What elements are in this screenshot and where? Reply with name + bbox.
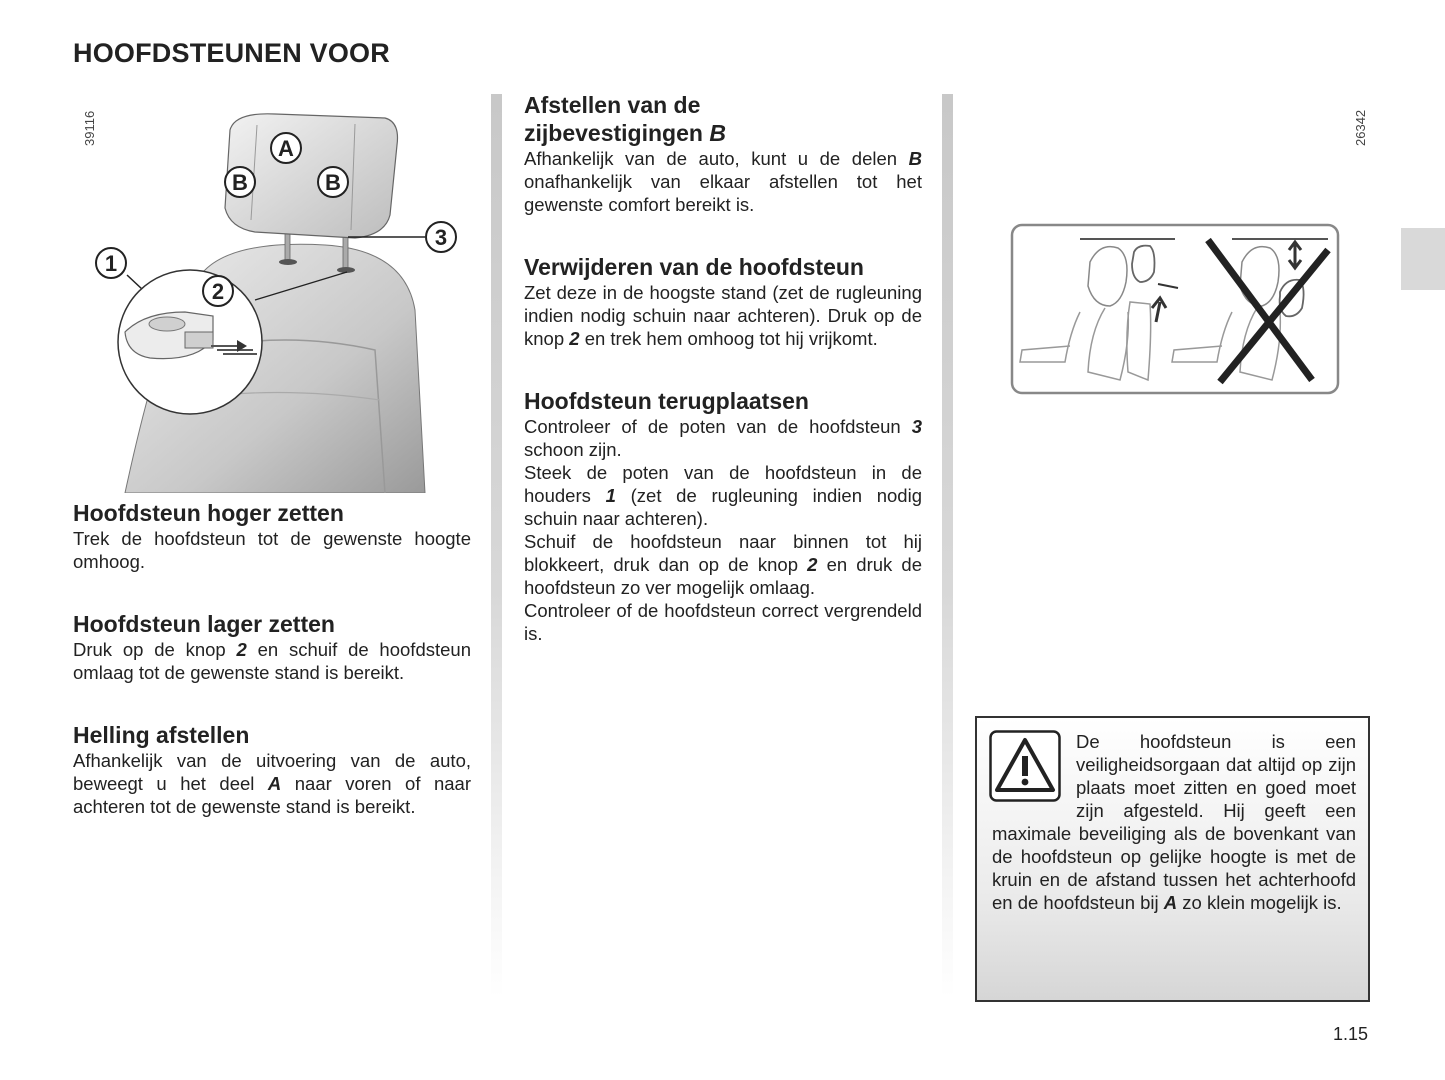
section-paragraph: Steek de poten van de hoofdsteun in de houders 1 (zet de rugleuning indien nodig schuin naar achteren). <box>524 462 922 529</box>
headrest-seat-illustration <box>85 100 480 493</box>
section-body: Druk op de knop 2 en schuif de hoofdsteun omlaag tot de gewenste stand is bereikt. <box>73 639 471 683</box>
figure-code-right: 26342 <box>1353 109 1368 146</box>
headrest-position-illustration <box>1010 222 1342 396</box>
left-column <box>73 499 471 818</box>
section-body: Afhankelijk van de auto, kunt u de delen B onafhankelijk van elkaar afstellen tot het gewenste comfort bereikt is. <box>524 148 922 215</box>
page-number: 1.15 <box>1333 1024 1369 1044</box>
figure-code-left: 39116 <box>82 110 97 146</box>
section-side-adjust <box>524 91 922 216</box>
callout-b-right <box>318 167 348 197</box>
section-body: Afhankelijk van de uitvoering van de auto, beweegt u het deel A naar voren of naar achteren tot de gewenste stand is bereikt. <box>73 750 471 817</box>
warning-box <box>975 716 1370 1002</box>
section-paragraph: Schuif de hoofdsteun naar binnen tot hij blokkeert, druk dan op de knop 2 en druk de hoofdsteun zo ver mogelijk omlaag. <box>524 531 922 598</box>
section-heading: Helling afstellen <box>73 722 250 748</box>
section-heading: Hoofdsteun lager zetten <box>73 611 335 637</box>
column-divider-right <box>942 94 953 998</box>
page-title: HOOFDSTEUNEN VOOR <box>73 38 390 68</box>
section-paragraph: Controleer of de hoofdsteun correct vergrendeld is. <box>524 600 922 644</box>
middle-column <box>524 91 922 645</box>
section-heading: Verwijderen van de hoofdsteun <box>524 254 864 280</box>
svg-text:3: 3 <box>434 225 448 250</box>
section-heading: Hoofdsteun terugplaatsen <box>524 388 809 414</box>
callout-1 <box>96 248 126 278</box>
callout-2 <box>203 276 233 306</box>
section-raise-headrest <box>73 499 471 573</box>
svg-text:B: B <box>325 170 341 195</box>
svg-text:A: A <box>278 136 294 161</box>
callout-b-left <box>225 167 255 197</box>
callout-a <box>271 133 301 163</box>
section-remove-headrest <box>524 253 922 350</box>
section-paragraph: Controleer of de poten van de hoofdsteun 3 schoon zijn. <box>524 416 922 460</box>
section-tilt-adjust <box>73 721 471 818</box>
section-body: Zet deze in de hoogste stand (zet de rugleuning indien nodig schuin naar achteren). Druk op de knop 2 en trek hem omhoog tot hij vrijkomt. <box>524 282 922 349</box>
warning-text: De hoofdsteun is een veiligheidsorgaan dat altijd op zijn plaats moet zitten en goed moet zijn afgesteld. Hij geeft een maximale beveiliging als de bovenkant van de hoofdsteun op gelijke hoogte is met de kruin en de afstand tussen het achterhoofd en de hoofdsteun bij A zo klein mogelijk is. <box>992 731 1356 913</box>
callout-3 <box>426 222 456 252</box>
svg-text:2: 2 <box>211 279 225 304</box>
section-lower-headrest <box>73 610 471 684</box>
svg-text:1: 1 <box>104 251 118 276</box>
section-refit-headrest <box>524 387 922 645</box>
column-divider-left <box>491 94 502 998</box>
svg-text:B: B <box>232 170 248 195</box>
section-heading: Afstellen van de zijbevestigingen B <box>524 92 726 146</box>
section-body: Trek de hoofdsteun tot de gewenste hoogte omhoog. <box>73 528 471 572</box>
section-heading: Hoofdsteun hoger zetten <box>73 500 344 526</box>
chapter-tab <box>1401 228 1445 290</box>
